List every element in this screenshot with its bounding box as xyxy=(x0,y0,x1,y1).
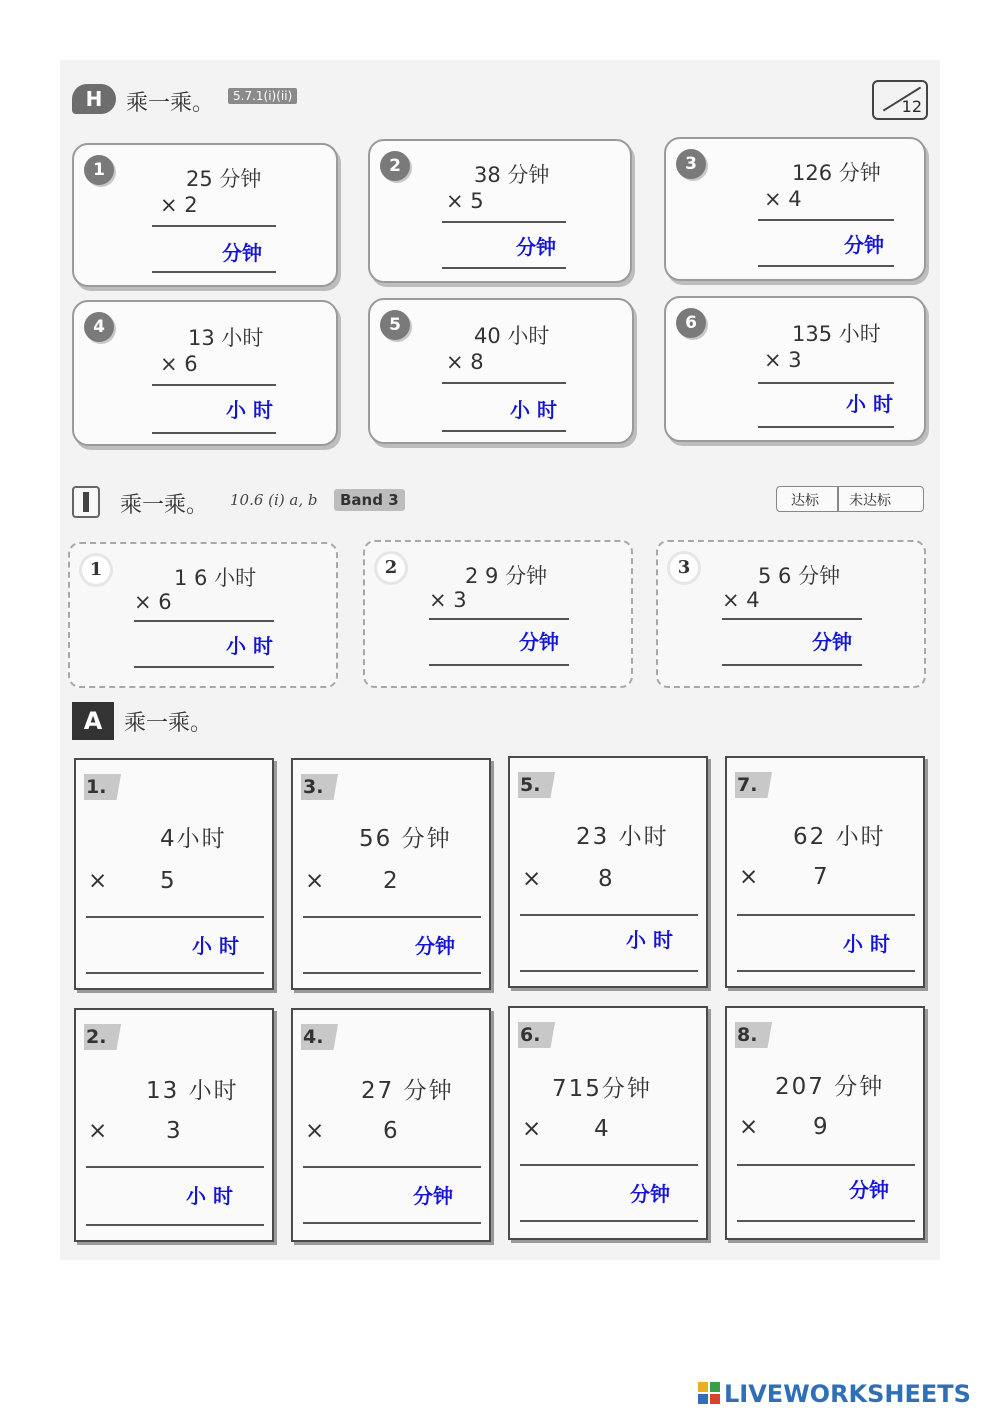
section-h-badge: H xyxy=(72,84,116,114)
multiplier: × 4 xyxy=(764,187,802,211)
multiplicand: 207 分钟 xyxy=(775,1074,885,1100)
a-card-number: 4. xyxy=(301,1024,349,1050)
multiplicand: 25 分钟 xyxy=(186,167,262,191)
multiplier: 6 xyxy=(383,1118,398,1144)
multiplier: 8 xyxy=(598,866,613,892)
answer-line-bottom xyxy=(442,430,566,432)
answer-line-top xyxy=(152,225,276,227)
answer-unit[interactable]: 分钟 xyxy=(222,241,262,265)
answer-line-bottom xyxy=(134,666,274,668)
answer-unit[interactable]: 小 时 xyxy=(626,928,673,952)
i-card-number: 2 xyxy=(377,554,405,582)
answer-line-top xyxy=(86,916,264,918)
section-h-code: 5.7.1(i)(ii) xyxy=(228,88,297,104)
band-tag: Band 3 xyxy=(334,489,405,511)
a-card-1 xyxy=(74,758,274,990)
answer-line-bottom xyxy=(152,432,276,434)
a-card-number: 6. xyxy=(518,1022,566,1048)
multiplier: × 3 xyxy=(429,588,467,612)
h-card-3 xyxy=(664,137,926,281)
logo-square-3 xyxy=(698,1394,708,1404)
logo-square-1 xyxy=(698,1382,708,1392)
h-card-number: 4 xyxy=(84,312,114,342)
i-card-number: 3 xyxy=(670,554,698,582)
multiplicand: 135 小时 xyxy=(792,322,881,346)
i-card-3 xyxy=(656,540,926,688)
multiplicand: 13 小时 xyxy=(146,1078,239,1104)
answer-line-top xyxy=(303,1166,481,1168)
multiplier: × 8 xyxy=(446,350,484,374)
status-unmet: 未达标 xyxy=(849,493,891,509)
times-sign: × xyxy=(305,1118,325,1144)
multiplicand: 62 小时 xyxy=(793,824,886,850)
multiplicand: 715分钟 xyxy=(552,1076,652,1102)
answer-line-top xyxy=(152,384,276,386)
multiplier: 4 xyxy=(594,1116,609,1142)
answer-line-top xyxy=(86,1166,264,1168)
answer-line-top xyxy=(737,914,915,916)
multiplier: 9 xyxy=(813,1114,828,1140)
a-card-6 xyxy=(508,1006,708,1240)
multiplier: × 4 xyxy=(722,588,760,612)
a-card-2 xyxy=(74,1008,274,1242)
h-card-4 xyxy=(72,300,338,446)
answer-line-bottom xyxy=(737,1220,915,1222)
multiplicand: 5 6 分钟 xyxy=(758,564,841,588)
answer-unit[interactable]: 分钟 xyxy=(849,1178,889,1202)
answer-line-top xyxy=(722,618,862,620)
answer-line-bottom xyxy=(722,664,862,666)
answer-line-top xyxy=(429,618,569,620)
logo-text: LIVEWORKSHEETS xyxy=(724,1380,971,1408)
answer-unit[interactable]: 小 时 xyxy=(226,398,273,422)
times-sign: × xyxy=(522,1116,542,1142)
a-card-7 xyxy=(725,756,925,988)
a-card-number: 2. xyxy=(84,1024,132,1050)
answer-unit[interactable]: 分钟 xyxy=(630,1182,670,1206)
answer-unit[interactable]: 分钟 xyxy=(516,235,556,259)
answer-unit[interactable]: 小 时 xyxy=(226,634,273,658)
answer-line-bottom xyxy=(758,265,894,267)
a-card-number: 1. xyxy=(84,774,132,800)
multiplier: 2 xyxy=(383,868,398,894)
a-card-number: 5. xyxy=(518,772,566,798)
times-sign: × xyxy=(88,1118,108,1144)
answer-line-top xyxy=(520,1164,698,1166)
a-card-4 xyxy=(291,1008,491,1242)
section-i-badge xyxy=(72,486,100,518)
multiplier: × 6 xyxy=(160,352,198,376)
multiplicand: 13 小时 xyxy=(188,326,264,350)
times-sign: × xyxy=(305,868,325,894)
answer-line-top xyxy=(442,221,566,223)
answer-unit[interactable]: 分钟 xyxy=(519,630,559,654)
answer-unit[interactable]: 分钟 xyxy=(812,630,852,654)
multiplicand: 1 6 小时 xyxy=(174,566,257,590)
times-sign: × xyxy=(522,866,542,892)
a-card-number: 8. xyxy=(735,1022,783,1048)
h-card-number: 5 xyxy=(380,310,410,340)
answer-line-bottom xyxy=(758,426,894,428)
answer-unit[interactable]: 小 时 xyxy=(186,1184,233,1208)
h-card-number: 6 xyxy=(676,308,706,338)
section-a-badge: A xyxy=(72,702,114,740)
answer-unit[interactable]: 小 时 xyxy=(192,934,239,958)
page-number-box xyxy=(872,80,928,120)
h-card-6 xyxy=(664,296,926,442)
answer-unit[interactable]: 小 时 xyxy=(510,398,557,422)
multiplier: × 2 xyxy=(160,193,198,217)
answer-line-top xyxy=(303,916,481,918)
multiplier: 3 xyxy=(166,1118,181,1144)
answer-line-bottom xyxy=(152,271,276,273)
multiplicand: 2 9 分钟 xyxy=(465,564,548,588)
logo-square-2 xyxy=(710,1382,720,1392)
section-a-title: 乘一乘。 xyxy=(124,711,213,736)
section-h-title: 乘一乘。 xyxy=(126,91,215,116)
status-separator xyxy=(837,487,839,511)
h-card-number: 1 xyxy=(84,155,114,185)
answer-line-top xyxy=(758,219,894,221)
h-card-2 xyxy=(368,139,632,283)
answer-line-bottom xyxy=(520,1220,698,1222)
section-i-title: 乘一乘。 xyxy=(120,493,209,518)
answer-line-bottom xyxy=(442,267,566,269)
times-sign: × xyxy=(739,864,759,890)
multiplier: × 3 xyxy=(764,348,802,372)
status-met: 达标 xyxy=(791,493,819,509)
answer-line-top xyxy=(737,1164,915,1166)
answer-unit[interactable]: 小 时 xyxy=(846,392,893,416)
answer-unit[interactable]: 分钟 xyxy=(415,934,455,958)
multiplier: × 6 xyxy=(134,590,172,614)
answer-line-top xyxy=(442,382,566,384)
multiplicand: 56 分钟 xyxy=(359,826,452,852)
a-card-3 xyxy=(291,758,491,990)
multiplicand: 27 分钟 xyxy=(361,1078,454,1104)
answer-line-bottom xyxy=(520,970,698,972)
a-card-number: 3. xyxy=(301,774,349,800)
answer-line-top xyxy=(520,914,698,916)
a-card-number: 7. xyxy=(735,772,783,798)
answer-line-top xyxy=(134,620,274,622)
answer-line-bottom xyxy=(429,664,569,666)
multiplier: × 5 xyxy=(446,189,484,213)
multiplier: 7 xyxy=(813,864,828,890)
section-i-code: 10.6 (i) a, b xyxy=(230,491,318,509)
a-card-5 xyxy=(508,756,708,988)
h-card-1 xyxy=(72,143,338,287)
i-card-1 xyxy=(68,542,338,688)
answer-line-bottom xyxy=(86,1224,264,1226)
answer-line-bottom xyxy=(303,972,481,974)
logo-squares-icon xyxy=(698,1382,720,1404)
answer-unit[interactable]: 小 时 xyxy=(843,932,890,956)
logo-square-4 xyxy=(710,1394,720,1404)
page-number: 12 xyxy=(901,97,922,116)
answer-line-bottom xyxy=(737,970,915,972)
multiplicand: 126 分钟 xyxy=(792,161,881,185)
answer-line-bottom xyxy=(303,1222,481,1224)
multiplicand: 4小时 xyxy=(160,826,227,852)
a-card-8 xyxy=(725,1006,925,1240)
times-sign: × xyxy=(88,868,108,894)
multiplicand: 40 小时 xyxy=(474,324,550,348)
h-card-5 xyxy=(368,298,634,444)
status-box xyxy=(776,486,924,512)
answer-line-bottom xyxy=(86,972,264,974)
i-card-2 xyxy=(363,540,633,688)
times-sign: × xyxy=(739,1114,759,1140)
multiplier: 5 xyxy=(160,868,175,894)
answer-unit[interactable]: 分钟 xyxy=(844,233,884,257)
h-card-number: 2 xyxy=(380,151,410,181)
i-card-number: 1 xyxy=(82,556,110,584)
answer-line-top xyxy=(758,382,894,384)
h-card-number: 3 xyxy=(676,149,706,179)
answer-unit[interactable]: 分钟 xyxy=(413,1184,453,1208)
multiplicand: 23 小时 xyxy=(576,824,669,850)
multiplicand: 38 分钟 xyxy=(474,163,550,187)
